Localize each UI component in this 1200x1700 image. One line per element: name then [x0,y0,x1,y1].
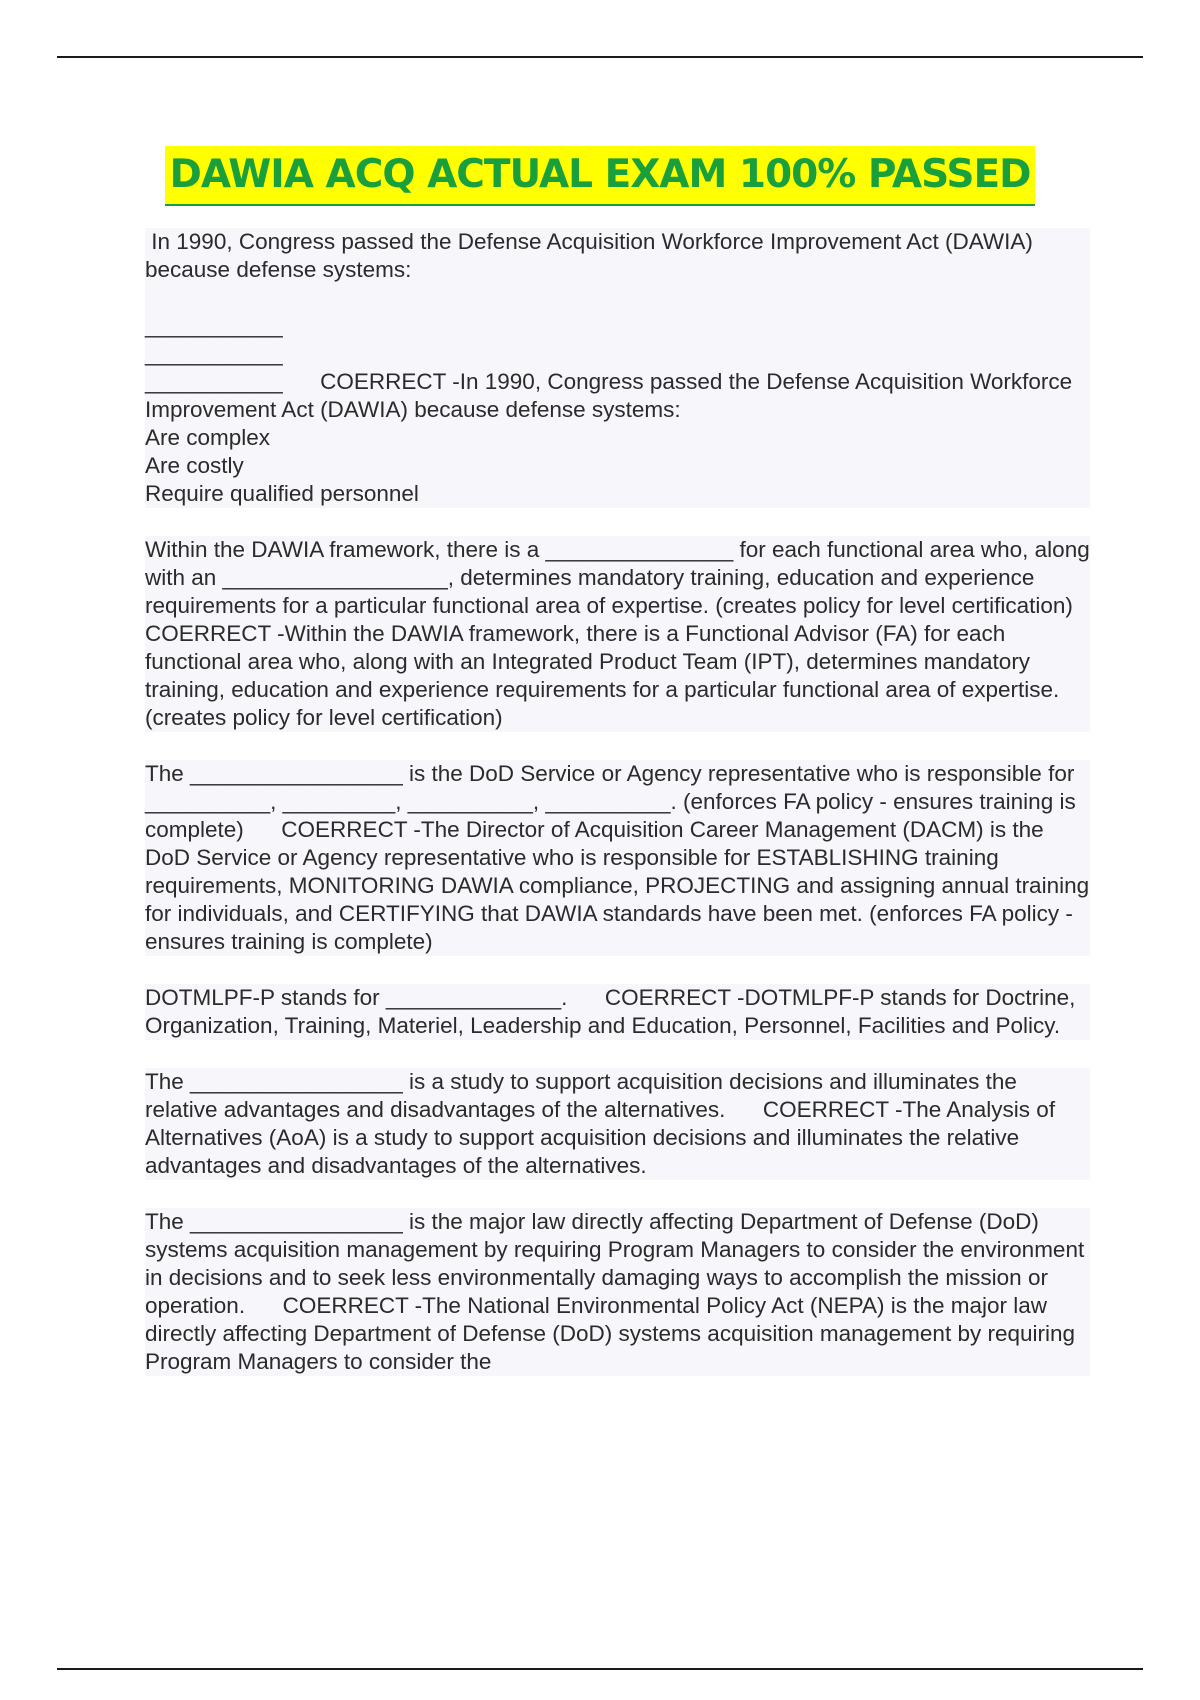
document-title: DAWIA ACQ ACTUAL EXAM 100% PASSED [165,146,1034,206]
answer-text: COERRECT -In 1990, Congress passed the Defense Acquisition Workforce Improvement Act (DAWIA) because defense systems: Are complex Are costly Require qualified personnel [145,369,1073,506]
answer-text: COERRECT -Within the DAWIA framework, there is a Functional Advisor (FA) for each functional area who, along with an Integrated Product Team (IPT), determines mandatory training, education and experience requirements for a particular functional area of expertise. (creates policy for level certification) [145,593,1111,730]
question-text: The _________________ is the DoD Service or Agency representative who is responsible for __________, _________, __________, __________. (enforces FA policy - ensures training is complete) [145,761,1082,842]
qa-item [145,984,1090,1040]
question-text: Within the DAWIA framework, there is a _______________ for each functional area who, along with an __________________, determines mandatory training, education and experience requirements for a particular functional area of expertise. (creates policy for level certification) [145,537,1096,618]
answer-text: COERRECT -The Analysis of Alternatives (AoA) is a study to support acquisition decisions and illuminates the relative advantages and disadvantages of the alternatives. [145,1097,1061,1178]
qa-item [145,536,1111,732]
answer-text: COERRECT -DOTMLPF-P stands for Doctrine, Organization, Training, Materiel, Leadership and Education, Personnel, Facilities and Policy. [145,985,1082,1038]
bottom-rule [57,1668,1143,1670]
answer-text: COERRECT -The Director of Acquisition Career Management (DACM) is the DoD Service or Agency representative who is responsible for ESTABLISHING training requirements, MONITORING DAWIA compliance, PROJECTING and assigning annual training for individuals, and CERTIFYING that DAWIA standards have been met. (enforces FA policy - ensures training is complete) [145,817,1096,954]
question-text: The _________________ is a study to support acquisition decisions and illuminates the relative advantages and disadvantages of the alternatives. [145,1069,1024,1122]
question-text: In 1990, Congress passed the Defense Acquisition Workforce Improvement Act (DAWIA) because defense systems: ___________ ___________ ___________ [145,229,1033,394]
answer-text: COERRECT -The National Environmental Policy Act (NEPA) is the major law directly affecting Department of Defense (DoD) systems acquisition management by requiring Program Managers to consider the [145,1293,1082,1374]
title-container [0,146,1200,206]
qa-item [145,228,1090,508]
qa-item [145,1068,1090,1180]
top-rule [57,56,1143,58]
question-text: The _________________ is the major law directly affecting Department of Defense (DoD) systems acquisition management by requiring Program Managers to consider the environment in decisions and to seek less environmentally damaging ways to accomplish the mission or operation. [145,1209,1091,1318]
question-text: DOTMLPF-P stands for ______________. [145,985,568,1010]
qa-item [145,760,1096,956]
document-body [145,228,1111,1404]
qa-item [145,1208,1090,1376]
